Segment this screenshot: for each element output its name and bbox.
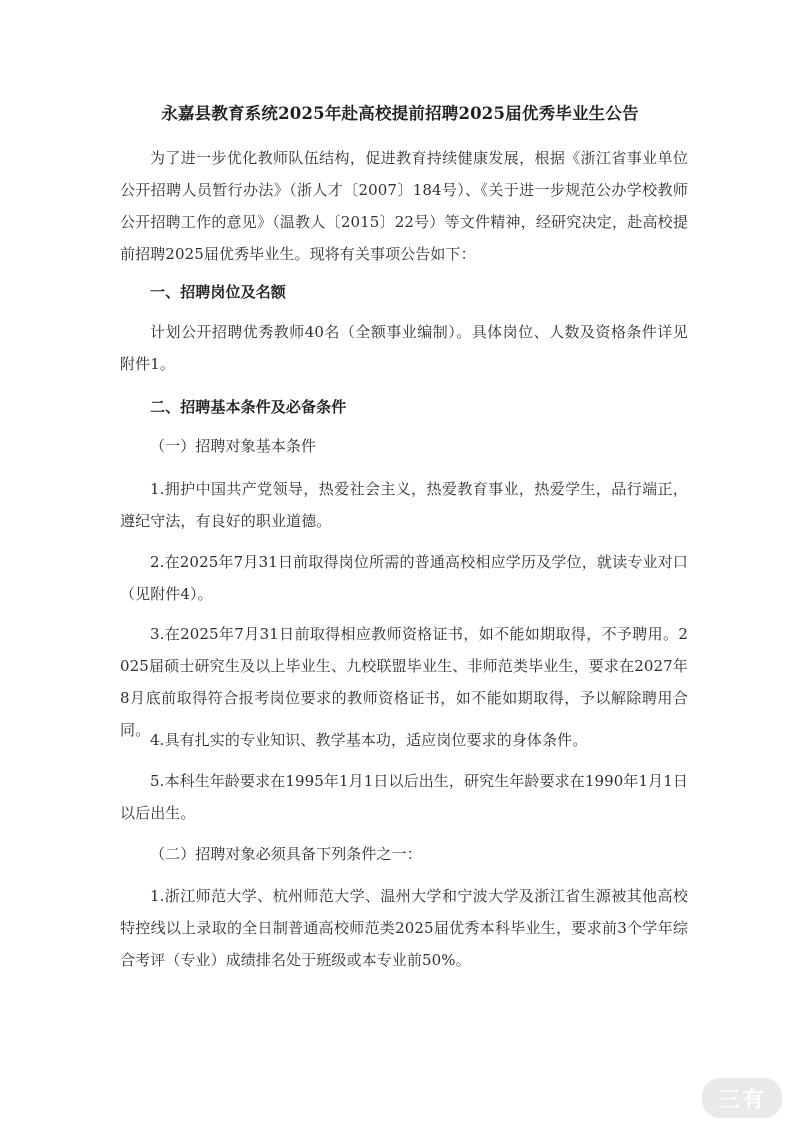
page-title: 永嘉县教育系统2025年赴高校提前招聘2025届优秀毕业生公告 xyxy=(161,104,639,123)
intro-paragraph: 为了进一步优化教师队伍结构，促进教育持续健康发展，根据《浙江省事业单位公开招聘人员暂行办法》（浙人才〔2007〕184号）、《关于进一步规范公办学校教师公开招聘工作的意见》（温教人〔2015〕22号）等文件精神，经研究决定，赴高校提前招聘2025届优秀毕业生。现将有关事项公告如下： xyxy=(120,149,688,263)
condition-item-4: 4.具有扎实的专业知识、教学基本功，适应岗位要求的身体条件。 xyxy=(150,731,588,749)
required-item-1: 1.浙江师范大学、杭州师范大学、温州大学和宁波大学及浙江省生源被其他高校特控线以上录取的全日制普通高校师范类2025届优秀本科毕业生，要求前3个学年综合考评（专业）成绩排名处于班级或本专业前50%。 xyxy=(120,887,688,969)
condition-item-5: 5.本科生年龄要求在1995年1月1日以后出生，研究生年龄要求在1990年1月1日以后出生。 xyxy=(120,772,688,822)
condition-item-1: 1.拥护中国共产党领导，热爱社会主义，热爱教育事业，热爱学生，品行端正，遵纪守法，有良好的职业道德。 xyxy=(120,480,688,530)
positions-paragraph: 计划公开招聘优秀教师40名（全额事业编制）。具体岗位、人数及资格条件详见附件1。 xyxy=(120,323,688,373)
subsection-heading-required: （二）招聘对象必须具备下列条件之一： xyxy=(150,845,422,863)
watermark-logo: 三有 xyxy=(702,1078,782,1118)
condition-item-2: 2.在2025年7月31日前取得岗位所需的普通高校相应学历及学位，就读专业对口（见附件4）。 xyxy=(120,553,688,603)
subsection-heading-basic: （一）招聘对象基本条件 xyxy=(150,437,317,455)
condition-item-3: 3.在2025年7月31日前取得相应教师资格证书，如不能如期取得，不予聘用。2025届硕士研究生及以上毕业生、九校联盟毕业生、非师范类毕业生，要求在2027年8月底前取得符合报考岗位要求的教师资格证书，如不能如期取得，予以解除聘用合同。 xyxy=(120,625,688,739)
section-heading-positions: 一、招聘岗位及名额 xyxy=(150,283,286,301)
section-heading-conditions: 二、招聘基本条件及必备条件 xyxy=(150,398,347,416)
